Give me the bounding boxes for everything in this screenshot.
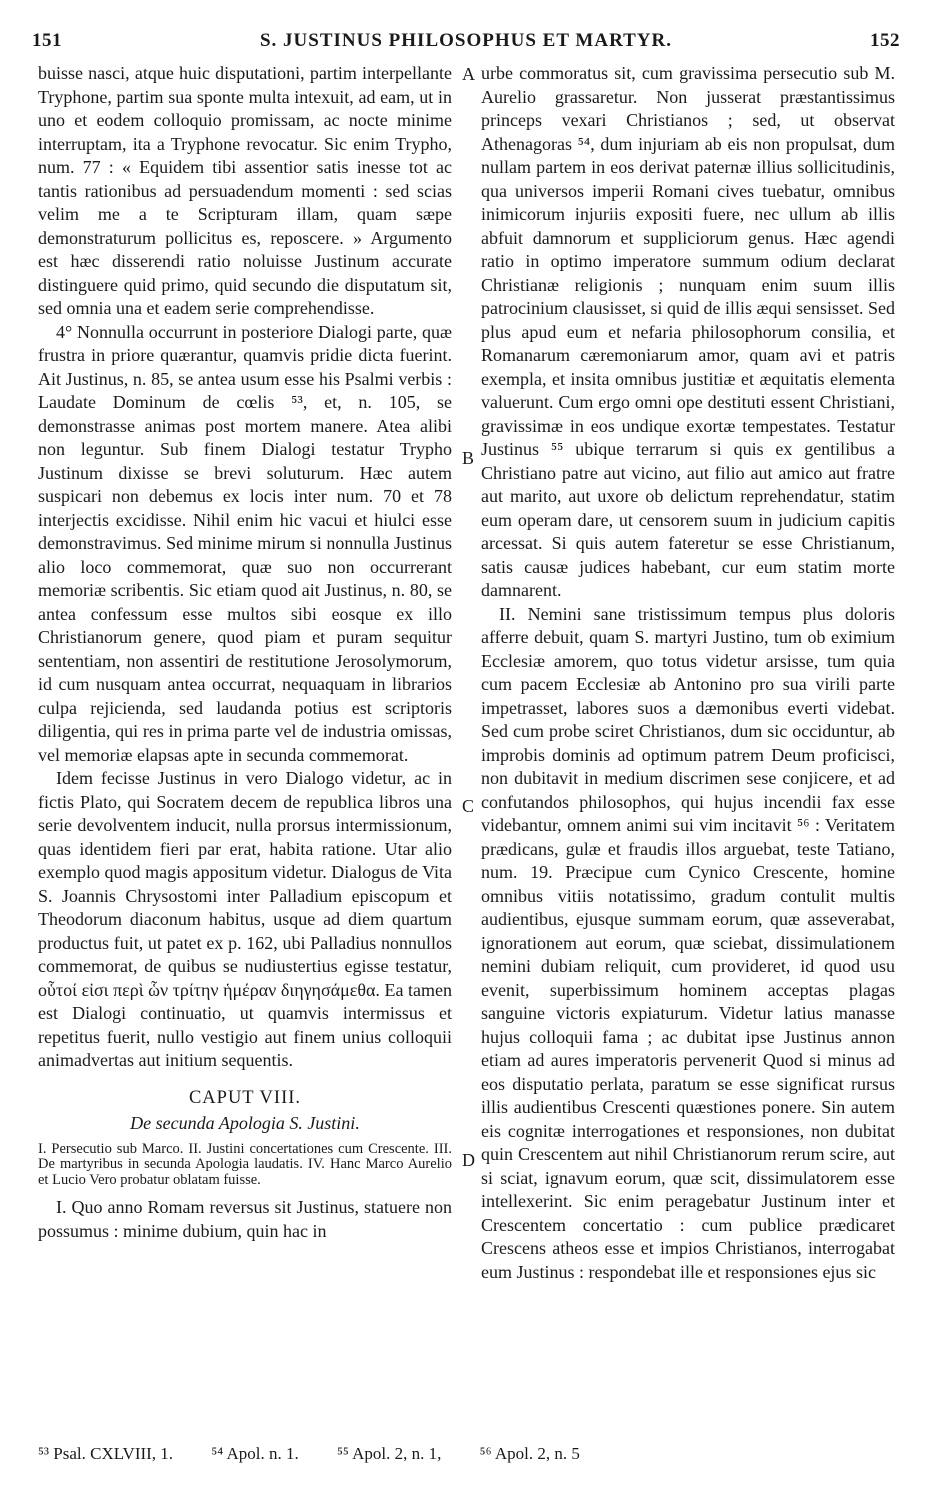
page-number-right: 152 [870, 30, 900, 51]
right-column [481, 62, 895, 1284]
footnote-53: ⁵³ Psal. CXLVIII, 1. [38, 1444, 174, 1463]
footnote-56: ⁵⁶ Apol. 2, n. 5 [479, 1444, 580, 1463]
running-title: S. JUSTINUS PHILOSOPHUS ET MARTYR. [259, 30, 672, 51]
margin-letter-a: A [462, 64, 475, 84]
left-paragraph-2: 4° Nonnulla occurrunt in posteriore Dialogi parte, quæ frustra in priore quærantur, quamvis pridie dicta fuerint. Ait Justinus, n. 85, se antea usum esse his Psalmi verbis : Laudate Dominum de cœlis ⁵³, et, n. 105, se demonstrasse animas post mortem manere. Atea alibi non leguntur. Sub finem Dialogi testatur Trypho Justinum dixisse se brevi soluturum. Hæc autem suspicari non debemus ex locis inter num. 70 et 78 interjectis excidisse. Nihil enim hic vacui et hiulci esse demonstravimus. Sed minime mirum si nonnulla Justinus alio loco commemorat, quæ suo non occurrerant memoriæ scribentis. Sic etiam quod ait Justinus, n. 80, se antea confessum esse multos sibi eosque ex illo Christianorum genere, quod piam et puram sequitur sententiam, non assentiri de restitutione Jerosolymorum, id cum nusquam antea occurrat, nequaquam in librarios culpa rejicienda, sed laudanda potius est scriptoris diligentia, qui res in prima parte vel de industria omissas, vel memoriæ elapsas apte in secunda commemorat. [38, 321, 452, 765]
right-paragraph-2: II. Nemini sane tristissimum tempus plus doloris afferre debuit, quam S. martyri Justino, tum ob eximium Ecclesiæ amorem, quo totus videtur arsisse, tum quia cum pacem Ecclesiæ ab Antonino pro sua virili parte impetrasset, labores suos a dæmonibus everti videbat. Sed cum probe sciret Christianos, dum sic occiduntur, ab improbis dominis ad optimum patrem Deum proficisci, non dubitavit in medium discrimen sese conjicere, et ad confutandos philosophos, qui hujus incendii fax esse videbantur, omnem animi sui vim incitavit ⁵⁶ : Veritatem prædicans, gulæ et fraudis illos arguebat, teste Tatiano, num. 19. Præcipue cum Cynico Crescente, homine omnibus vitiis notatissimo, gradum contulit multis audientibus, ejusque summam eorum, quæ asseverabat, ignorationem aut eorum, quæ sciebat, dissimulationem nemini dubiam reliquit, cum provideret, id quod usu evenit, superbissimum hominem acceptas plagas sanguine victoris expiaturum. Videtur latius manasse hujus colloquii fama ; ac dubitat ipse Justinus annon etiam ad aures imperatoris pervenerit Quod si minus ad eos disputatio perlata, paratum se esse significat rursus illis audientibus Crescenti quæstiones ponere. Sin autem eis cognitæ interrogationes et responsiones, non dubitat quin Crescentem aut nihil Christianorum rerum scire, aut si sciat, ignavum eorum, quæ scit, dissimulatorem esse intellexerint. Sic enim peragebatur Justinum inter et Crescentem concertatio : cum publice prædicaret Crescens atheos esse et impios Christianos, interrogabat eum Justinus : respondebat ille et responsiones ejus sic [481, 603, 895, 1282]
footnote-54: ⁵⁴ Apol. n. 1. [211, 1444, 299, 1463]
chapter-subtitle: De secunda Apologia S. Justini. [130, 1113, 360, 1133]
margin-letter-b: B [462, 448, 475, 468]
footnote-55: ⁵⁵ Apol. 2, n. 1, [336, 1444, 442, 1463]
left-paragraph-1: buisse nasci, atque huic disputationi, partim interpellante Tryphone, partim sua sponte multa intexuit, ad eam, ut in uno et eodem colloquio promissam, ac nocte minime interruptam, ita a Tryphone revocatur. Sic enim Trypho, num. 77 : « Equidem tibi assentior satis inesse tot ac tantis rationibus ad persuadendum momenti : sed scias velim me a te Scripturam illam, quam sæpe demonstraturum pollicitus es, reposcere. » Argumento est hæc disserendi ratio noluisse Justinum accurate distinguere quid primo, quid secundo die disputatum sit, sed omnia una et eadem serie comprehendisse. [38, 63, 452, 318]
chapter-heading: CAPUT VIII. [188, 1087, 302, 1108]
left-column [38, 62, 452, 1243]
footnotes [38, 1444, 898, 1464]
chapter-summary: I. Persecutio sub Marco. II. Justini concertationes cum Crescente. III. De martyribus in secunda Apologia laudatis. IV. Hanc Marco Aurelio et Lucio Vero probatur oblatam fuisse. [38, 1140, 452, 1188]
page-number-left: 151 [32, 30, 62, 51]
left-paragraph-3: Idem fecisse Justinus in vero Dialogo videtur, ac in fictis Plato, qui Socratem decem de republica libros una serie devolventem inducit, nulla prorsus intermissionum, quas identidem fieri par erat, habita ratione. Utar alio exemplo quod magis appositum videtur. Dialogus de Vita S. Joannis Chrysostomi inter Palladium episcopum et Theodorum diaconum habitus, usque ad diem quartum productus fuit, ut patet ex p. 162, ubi Palladius nonnullos commemorat, de quibus se nudiustertius egisse testatur, οὗτοί εἰσι περὶ ὧν τρίτην ἡμέραν διηγησάμεθα. Ea tamen est Dialogi continuatio, ut quamvis intermissus et repetitus fuerit, nullo vestigio aut finem unius colloquii animadvertas aut initium sequentis. [38, 768, 452, 1070]
margin-letter-c: C [462, 796, 475, 816]
left-paragraph-4: I. Quo anno Romam reversus sit Justinus, statuere non possumus : minime dubium, quin hac in [38, 1197, 452, 1241]
running-header [32, 30, 900, 60]
right-paragraph-1: urbe commoratus sit, cum gravissima persecutio sub M. Aurelio grassaretur. Non jusserat præstantissimus princeps vexari Christianos ; sed, ut observat Athenagoras ⁵⁴, dum injuriam ab eis non propulsat, dum nullam partem in eos derivat paternæ illius sollicitudinis, qua universos imperii Romani cives tuebatur, omnibus inimicorum injuriis expositi fuere, nec ullum ab illis abfuit damnorum et suppliciorum genus. Hæc agendi ratio in optimo imperatore summum odium declarat Christianæ religionis ; nunquam enim suum illis patrocinium clausisset, si quid de illis æqui sensisset. Sed plus apud eum et nefaria philosophorum consilia, et Romanarum cæremoniarum amor, quam avi et patris exempla, et insita omnibus justitiæ et æquitatis elementa valuerunt. Cum ergo omni ope destituti essent Christiani, gravissimæ in eos undique exortæ tempestates. Testatur Justinus ⁵⁵ ubique terrarum si quis ex gentilibus a Christiano patre aut vicino, aut filio aut amico aut fratre aut marito, aut uxore ob delictum reprehendatur, statim eum operam dare, ut censorem suum in judicium capitis arcessat. Si quis autem fateretur se esse Christianum, satis causæ judices habebant, cur eum statim morte damnarent. [481, 63, 895, 600]
margin-letter-d: D [462, 1150, 475, 1170]
